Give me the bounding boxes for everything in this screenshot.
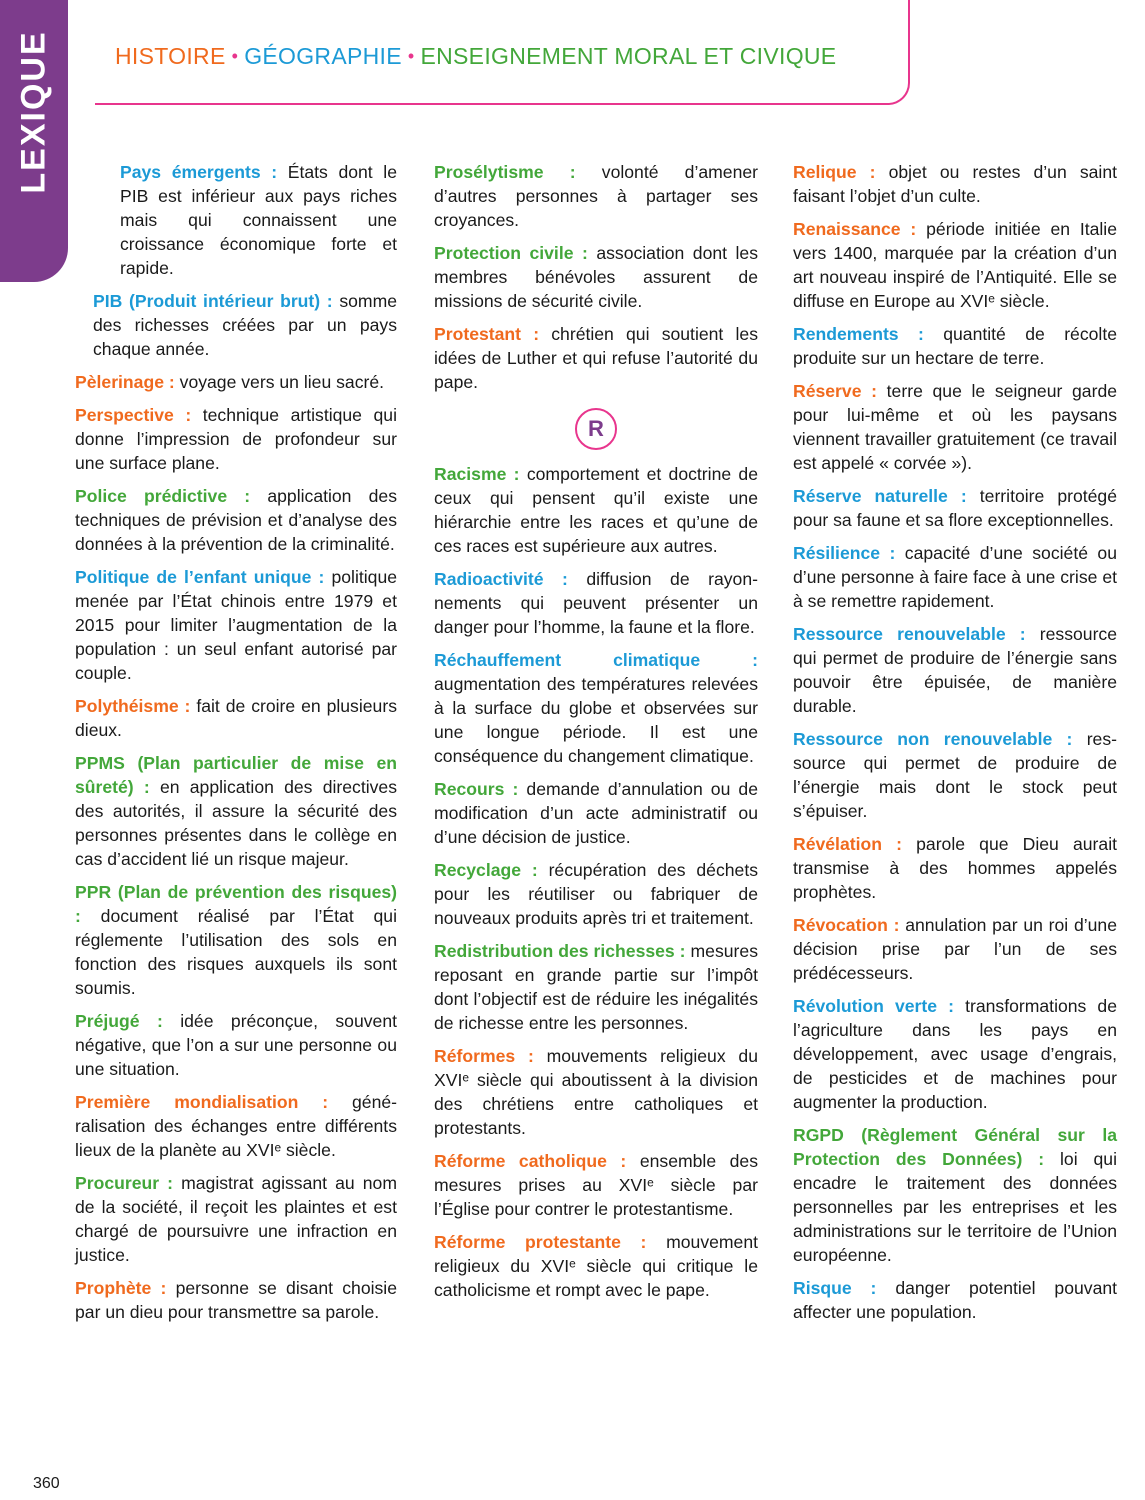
glossary-definition: mesures reposant en grande partie sur l’impôt dont l’objectif est de réduire les inégalités de richesse entre les personnes. bbox=[434, 941, 758, 1033]
glossary-term: Politique de l’enfant unique : bbox=[75, 567, 325, 587]
glossary-column-1 bbox=[75, 160, 397, 1333]
glossary-definition: magistrat agissant au nom de la société, il reçoit les plaintes et est chargé de poursuivre une infraction en justice. bbox=[75, 1173, 398, 1265]
glossary-term: PIB (Produit intérieur brut) : bbox=[93, 291, 333, 311]
separator-dot: • bbox=[231, 46, 239, 66]
glossary-entry bbox=[434, 939, 758, 1035]
glossary-definition: augmentation des températures relevées à la surface du globe et observées sur une longue période. Il est une conséquence du changement climatique. bbox=[434, 674, 758, 766]
glossary-term: Réchauffement climatique : bbox=[434, 650, 758, 670]
glossary-term: Redistribution des richesses : bbox=[434, 941, 686, 961]
glossary-term: Ressource non renouvelable : bbox=[793, 729, 1073, 749]
glossary-entry bbox=[793, 622, 1117, 718]
glossary-definition: chrétien qui soutient les idées de Luther et qui refuse l’autorité du pape. bbox=[434, 324, 758, 392]
glossary-definition: généralisation des échanges entre différents lieux de la planète au XVIᵉ siècle. bbox=[75, 1092, 397, 1160]
section-letter-marker bbox=[434, 408, 758, 448]
glossary-entry bbox=[434, 1230, 758, 1302]
glossary-column-2 bbox=[434, 160, 758, 1311]
glossary-definition: États dont le PIB est inférieur aux pays riches mais qui connaissent une croissance économique forte et rapide. bbox=[120, 162, 397, 278]
glossary-column-3 bbox=[793, 160, 1117, 1333]
glossary-term: Protestant : bbox=[434, 324, 540, 344]
glossary-term: Résilience : bbox=[793, 543, 896, 563]
glossary-definition: association dont les membres bénévoles assurent de missions de sécurité civile. bbox=[434, 243, 759, 311]
glossary-definition: demande d’annulation ou de modification d’un acte administratif ou d’une décision de justice. bbox=[434, 779, 759, 847]
glossary-term: RGPD (Règlement Général sur la Protection des Données) : bbox=[793, 1125, 1117, 1169]
glossary-term: Protection civile : bbox=[434, 243, 588, 263]
glossary-definition: ensemble des mesures prises au XVIᵉ siècle par l’Église pour contrer le protestantisme. bbox=[434, 1151, 759, 1219]
glossary-definition: récupération des déchets pour les réutiliser ou fabriquer de nouveaux produits après tri et traitement. bbox=[434, 860, 758, 928]
glossary-definition: application des techniques de prévision et d’analyse des données à la prévention de la criminalité. bbox=[75, 486, 398, 554]
glossary-term: Racisme : bbox=[434, 464, 520, 484]
glossary-term: Préjugé : bbox=[75, 1011, 163, 1031]
glossary-definition: ressource qui permet de produire de l’énergie mais dont le stock peut s’épuiser. bbox=[793, 729, 1117, 821]
glossary-term: Police prédictive : bbox=[75, 486, 251, 506]
glossary-term: Pèlerinage : bbox=[75, 372, 175, 392]
glossary-entry bbox=[75, 751, 397, 871]
glossary-term: Recyclage : bbox=[434, 860, 538, 880]
glossary-entry bbox=[434, 858, 758, 930]
glossary-term: Rendements : bbox=[793, 324, 924, 344]
glossary-term: PPMS (Plan particulier de mise en sûreté) : bbox=[75, 753, 397, 797]
glossary-entry bbox=[75, 370, 397, 394]
glossary-entry bbox=[793, 1276, 1117, 1324]
glossary-entry bbox=[793, 484, 1117, 532]
glossary-entry bbox=[434, 462, 758, 558]
glossary-term: Ressource renouvelable : bbox=[793, 624, 1026, 644]
glossary-entry bbox=[793, 160, 1117, 208]
glossary-term: Révocation : bbox=[793, 915, 900, 935]
glossary-definition: somme des richesses créées par un pays chaque année. bbox=[93, 291, 398, 359]
glossary-entry bbox=[434, 160, 758, 232]
glossary-definition: territoire protégé pour sa faune et sa flore exceptionnelles. bbox=[793, 486, 1117, 530]
glossary-definition: personne se disant choisie par un dieu pour transmettre sa parole. bbox=[75, 1278, 398, 1322]
glossary-definition: fait de croire en plusieurs dieux. bbox=[75, 696, 397, 740]
glossary-definition: objet ou restes d’un saint faisant l’objet d’un culte. bbox=[793, 162, 1117, 206]
glossary-definition: parole que Dieu aurait transmise à des hommes appelés prophètes. bbox=[793, 834, 1117, 902]
glossary-term: Prosélytisme : bbox=[434, 162, 576, 182]
header-title bbox=[115, 43, 836, 70]
glossary-entry bbox=[75, 1090, 397, 1162]
glossary-entry bbox=[75, 694, 397, 742]
glossary-definition: danger potentiel pouvant affecter une population. bbox=[793, 1278, 1118, 1322]
glossary-definition: technique artistique qui donne l’impression de profondeur sur une surface plane. bbox=[75, 405, 397, 473]
glossary-term: Révélation : bbox=[793, 834, 902, 854]
glossary-definition: capacité d’une société ou d’une personne à faire face à une crise et à se remettre rapidement. bbox=[793, 543, 1118, 611]
glossary-definition: annulation par un roi d’une décision prise par l’un de ses prédécesseurs. bbox=[793, 915, 1117, 983]
glossary-entry bbox=[434, 1149, 758, 1221]
glossary-entry bbox=[793, 832, 1117, 904]
glossary-definition: ressource qui permet de produire de l’énergie sans pouvoir être épuisée, de manière durable. bbox=[793, 624, 1118, 716]
glossary-definition: politique menée par l’État chinois entre 1979 et 2015 pour limiter l’augmentation de la population : un seul enfant autorisé par couple. bbox=[75, 567, 398, 683]
glossary-entry bbox=[75, 1171, 397, 1267]
glossary-entry bbox=[75, 160, 397, 280]
glossary-definition: document réalisé par l’État qui réglemente l’utilisation des sols en fonction des risques auxquels ils sont soumis. bbox=[75, 906, 397, 998]
glossary-definition: voyage vers un lieu sacré. bbox=[179, 372, 385, 392]
glossary-entry bbox=[434, 648, 758, 768]
glossary-entry bbox=[434, 1044, 758, 1140]
glossary-entry bbox=[793, 379, 1117, 475]
glossary-entry bbox=[793, 727, 1117, 823]
glossary-term: Pays émergents : bbox=[120, 162, 278, 182]
glossary-entry bbox=[434, 777, 758, 849]
glossary-definition: terre que le seigneur garde pour lui-même et où les paysans viennent travailler gratuitement (ce travail est appelé « corvée »). bbox=[793, 381, 1118, 473]
glossary-entry bbox=[75, 484, 397, 556]
glossary-term: Réserve : bbox=[793, 381, 877, 401]
subject-emc: ENSEIGNEMENT MORAL ET CIVIQUE bbox=[420, 43, 837, 69]
glossary-term: Réforme protestante : bbox=[434, 1232, 647, 1252]
subject-geographie: GÉOGRAPHIE bbox=[244, 43, 402, 69]
glossary-term: Première mondialisation : bbox=[75, 1092, 329, 1112]
glossary-entry bbox=[434, 567, 758, 639]
glossary-entry bbox=[793, 322, 1117, 370]
glossary-definition: diffusion de rayonnements qui peuvent présenter un danger pour l’homme, la faune et la flore. bbox=[434, 569, 758, 637]
glossary-entry bbox=[75, 565, 397, 685]
glossary-term: Polythéisme : bbox=[75, 696, 191, 716]
glossary-entry bbox=[793, 913, 1117, 985]
glossary-definition: volonté d’amener d’autres personnes à partager ses croyances. bbox=[434, 162, 759, 230]
glossary-term: Radioactivité : bbox=[434, 569, 568, 589]
glossary-entry bbox=[75, 1009, 397, 1081]
glossary-term: Procureur : bbox=[75, 1173, 174, 1193]
glossary-term: Perspective : bbox=[75, 405, 192, 425]
page-number: 360 bbox=[33, 1475, 60, 1492]
glossary-term: Renaissance : bbox=[793, 219, 917, 239]
glossary-entry bbox=[75, 289, 397, 361]
glossary-term: Révolution verte : bbox=[793, 996, 954, 1016]
glossary-term: Réforme catholique : bbox=[434, 1151, 627, 1171]
glossary-definition: mouvement religieux du XVIᵉ siècle qui critique le catholicisme et rompt avec le pape. bbox=[434, 1232, 759, 1300]
glossary-entry bbox=[793, 217, 1117, 313]
lexique-tab bbox=[0, 0, 68, 282]
lexique-label: LEXIQUE bbox=[14, 30, 53, 194]
glossary-definition: mouvements religieux du XVIᵉ siècle qui aboutissent à la division des chrétiens entre catholiques et protestants. bbox=[434, 1046, 758, 1138]
glossary-definition: en application des directives des autorités, il assure la sécurité des personnes présentes dans le collège en cas d’accident lié un risque majeur. bbox=[75, 777, 398, 869]
glossary-term: PPR (Plan de prévention des risques) : bbox=[75, 882, 397, 926]
glossary-entry bbox=[75, 403, 397, 475]
glossary-term: Relique : bbox=[793, 162, 876, 182]
glossary-definition: comportement et doctrine de ceux qui pensent qu’il existe une hiérarchie entre les races et qu’une de ces races est supérieure aux autres. bbox=[434, 464, 758, 556]
glossary-definition: transformations de l’agriculture dans les pays en développement, avec usage d’engrais, de pesticides et de machines pour augmenter la production. bbox=[793, 996, 1117, 1112]
glossary-entry bbox=[434, 322, 758, 394]
glossary-entry bbox=[793, 541, 1117, 613]
glossary-term: Réserve naturelle : bbox=[793, 486, 967, 506]
separator-dot: • bbox=[407, 46, 415, 66]
glossary-term: Risque : bbox=[793, 1278, 877, 1298]
glossary-entry bbox=[793, 1123, 1117, 1267]
glossary-entry bbox=[793, 994, 1117, 1114]
glossary-entry bbox=[75, 880, 397, 1000]
glossary-term: Réformes : bbox=[434, 1046, 534, 1066]
glossary-term: Recours : bbox=[434, 779, 519, 799]
glossary-entry bbox=[75, 1276, 397, 1324]
glossary-definition: idée préconçue, souvent négative, que l’on a sur une personne ou une situation. bbox=[75, 1011, 397, 1079]
glossary-definition: quantité de récolte produite sur un hectare de terre. bbox=[793, 324, 1117, 368]
section-letter: R bbox=[575, 408, 617, 450]
subject-histoire: HISTOIRE bbox=[115, 43, 226, 69]
glossary-definition: loi qui encadre le traitement des données personnelles par les entreprises et les administrations sur le territoire de l’Union européenne. bbox=[793, 1149, 1117, 1265]
glossary-definition: période initiée en Italie vers 1400, marquée par la création d’un art nouveau inspiré de l’Antiquité. Elle se diffuse en Europe au XVIᵉ siècle. bbox=[793, 219, 1118, 311]
glossary-entry bbox=[434, 241, 758, 313]
glossary-term: Prophète : bbox=[75, 1278, 167, 1298]
